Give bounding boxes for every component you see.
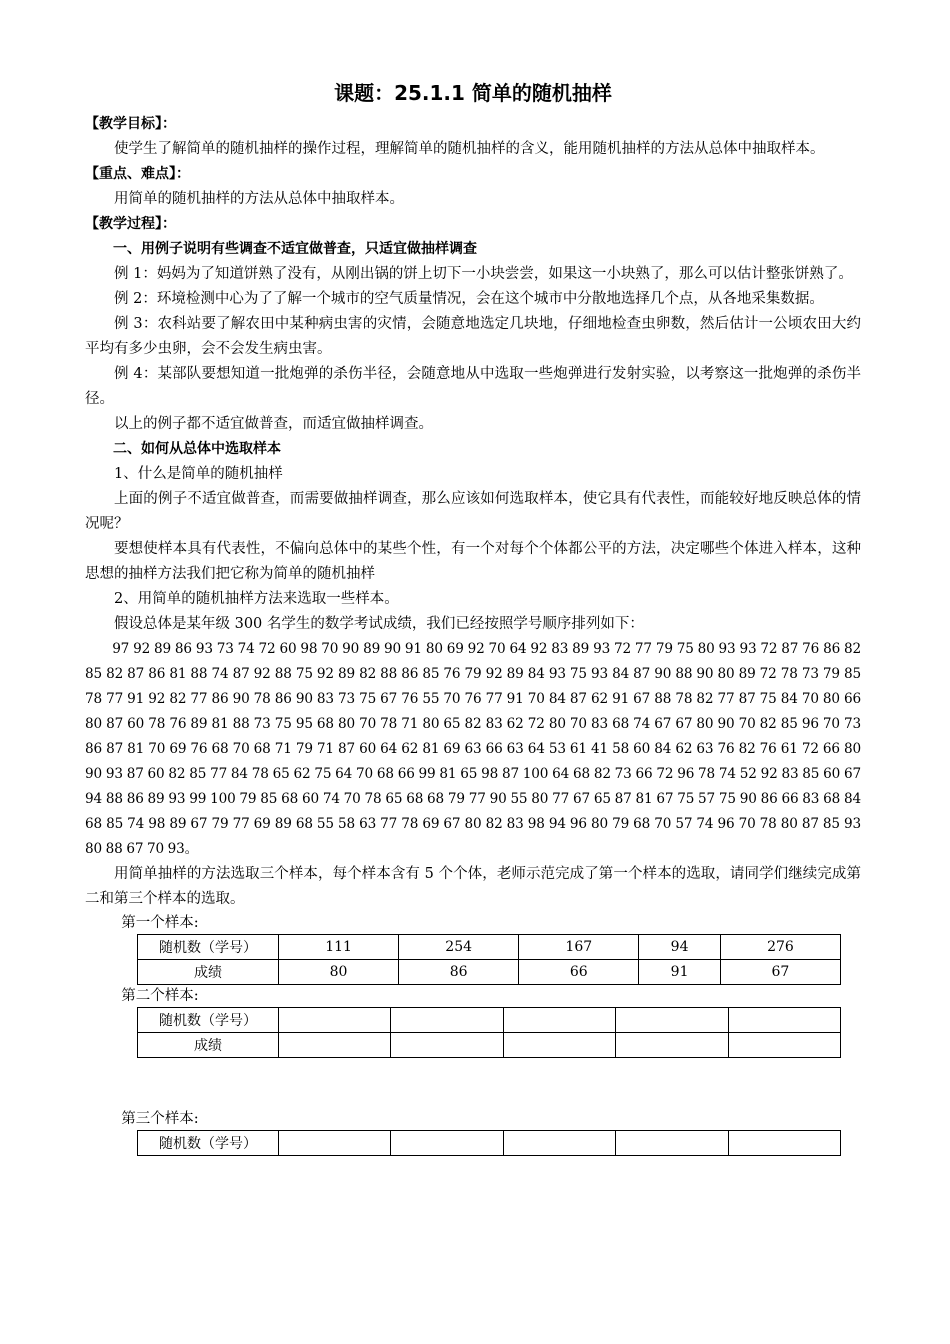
table-cell: 67 (720, 960, 840, 985)
table-cell (279, 1033, 391, 1058)
table-cell: 86 (399, 960, 519, 985)
table-cell (503, 1033, 615, 1058)
sample-3-label: 第三个样本: (121, 1111, 199, 1127)
paragraph-2: 要想使样本具有代表性，不偏向总体中的某些个性，有一个对每个个体都公平的方法，决定哪些个体进入样本，这种思想的抽样方法我们把它称为简单的随机抽样 (85, 541, 861, 582)
example-2: 例 2：环境检测中心为了了解一个城市的空气质量情况，会在这个城市中分散地选择几个点，从各地采集数据。 (114, 291, 824, 307)
table-cell (391, 1131, 503, 1156)
key-text: 用简单的随机抽样的方法从总体中抽取样本。 (114, 191, 404, 207)
table-cell: 80 (279, 960, 399, 985)
document-page (85, 78, 861, 1156)
goal-heading: 【教学目标】： (85, 116, 176, 132)
question-2: 2、用简单的随机抽样方法来选取一些样本。 (114, 591, 399, 607)
spacer (85, 1058, 861, 1108)
table-cell: 66 (519, 960, 639, 985)
row-label: 随机数（学号） (138, 935, 279, 960)
table-cell (391, 1008, 503, 1033)
table-cell (728, 1008, 840, 1033)
table-row (138, 935, 841, 960)
table-row (138, 1033, 841, 1058)
sample-3-table (137, 1130, 841, 1156)
sample-1-table (137, 934, 841, 985)
examples-summary: 以上的例子都不适宜做普查，而适宜做抽样调查。 (114, 416, 433, 432)
table-cell (616, 1008, 728, 1033)
table-cell (616, 1033, 728, 1058)
key-heading: 【重点、难点】： (85, 166, 190, 182)
goal-text: 使学生了解简单的随机抽样的操作过程，理解简单的随机抽样的含义，能用随机抽样的方法从总体中抽取样本。 (114, 141, 825, 157)
table-row (138, 960, 841, 985)
sample-2-label: 第二个样本: (121, 988, 199, 1004)
table-cell (728, 1033, 840, 1058)
table-cell (279, 1008, 391, 1033)
paragraph-3: 假设总体是某年级 300 名学生的数学考试成绩，我们已经按照学号顺序排列如下： (114, 616, 644, 632)
page-title: 课题：25.1.1 简单的随机抽样 (334, 81, 612, 105)
score-list: 97 92 89 86 93 73 74 72 60 98 70 90 89 90 91 80 69 92 70 64 92 83 89 93 72 77 79 75 80 93 93 72 87 76 86 82 85 82 87 86 81 88 74 87 92 88 75 92 89 82 88 86 85 76 79 92 89 84 93 75 93 84 87 90 88 90 80 89 72 78 73 79 85 78 77 91 92 82 77 86 90 78 86 90 83 73 75 67 76 55 70 76 77 91 70 84 87 62 91 67 88 78 82 77 87 75 84 70 80 66 80 87 60 78 76 89 81 88 73 75 95 68 80 70 78 71 80 65 82 83 62 72 80 70 83 68 74 67 67 80 90 70 82 85 96 70 73 86 87 81 70 69 76 68 70 68 71 79 71 87 60 64 62 81 69 63 66 63 64 53 61 41 58 60 84 62 63 76 82 76 61 72 66 80 90 93 87 60 82 85 77 84 78 65 62 75 64 70 68 66 99 81 65 98 87 100 64 68 82 73 66 72 96 78 74 52 92 83 85 60 67 94 88 86 89 93 99 100 79 85 68 60 74 70 78 65 68 68 79 77 90 55 80 77 67 65 87 81 67 75 57 75 90 86 66 83 68 84 68 85 74 98 89 67 79 77 69 89 68 55 58 63 77 78 69 67 80 82 83 98 94 96 80 79 68 70 57 74 96 70 78 80 87 85 93 80 88 67 70 93。 (85, 641, 861, 857)
row-label: 成绩 (138, 960, 279, 985)
row-label: 随机数（学号） (138, 1008, 279, 1033)
table-cell: 276 (720, 935, 840, 960)
example-1: 例 1：妈妈为了知道饼熟了没有，从刚出锅的饼上切下一小块尝尝，如果这一小块熟了，那么可以估计整张饼熟了。 (114, 266, 853, 282)
table-row (138, 1131, 841, 1156)
table-cell: 254 (399, 935, 519, 960)
table-cell (728, 1131, 840, 1156)
table-cell (616, 1131, 728, 1156)
paragraph-1: 上面的例子不适宜做普查，而需要做抽样调查，那么应该如何选取样本，使它具有代表性，而能较好地反映总体的情况呢？ (85, 491, 861, 532)
table-cell (503, 1131, 615, 1156)
sample-2-table (137, 1007, 841, 1058)
sample-1-label: 第一个样本: (121, 915, 199, 931)
table-cell (503, 1008, 615, 1033)
table-row (138, 1008, 841, 1033)
process-heading: 【教学过程】： (85, 216, 176, 232)
part1-heading: 一、用例子说明有些调查不适宜做普查，只适宜做抽样调查 (113, 241, 477, 257)
row-label: 随机数（学号） (138, 1131, 279, 1156)
table-cell: 111 (279, 935, 399, 960)
table-cell: 94 (639, 935, 721, 960)
part2-heading: 二、如何从总体中选取样本 (113, 441, 281, 457)
question-1: 1、什么是简单的随机抽样 (114, 466, 283, 482)
example-4: 例 4：某部队要想知道一批炮弹的杀伤半径，会随意地从中选取一些炮弹进行发射实验，以考察这一批炮弹的杀伤半径。 (85, 366, 861, 407)
paragraph-4: 用简单抽样的方法选取三个样本，每个样本含有 5 个个体，老师示范完成了第一个样本的选取，请同学们继续完成第二和第三个样本的选取。 (85, 866, 861, 907)
table-cell (279, 1131, 391, 1156)
row-label: 成绩 (138, 1033, 279, 1058)
table-cell: 91 (639, 960, 721, 985)
example-3: 例 3：农科站要了解农田中某种病虫害的灾情，会随意地选定几块地，仔细地检查虫卵数，然后估计一公顷农田大约平均有多少虫卵，会不会发生病虫害。 (85, 316, 861, 357)
table-cell: 167 (519, 935, 639, 960)
table-cell (391, 1033, 503, 1058)
